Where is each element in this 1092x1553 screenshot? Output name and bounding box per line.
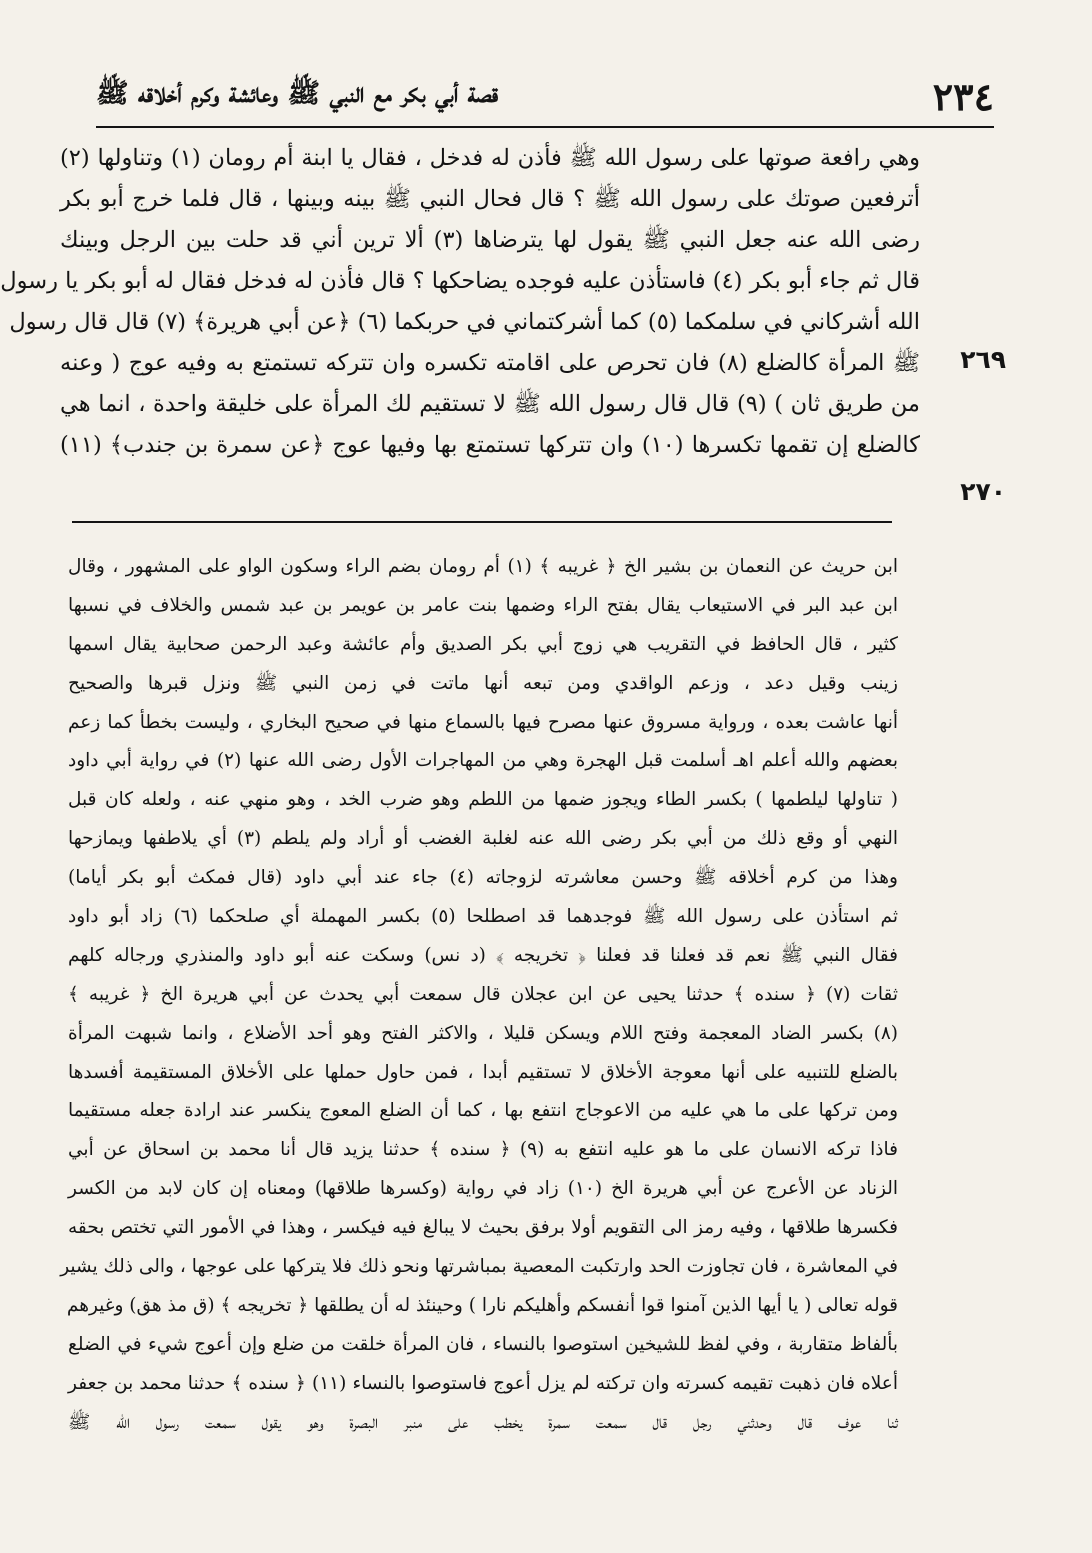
text-line: كالضلع إن تقمها تكسرها (١٠) وان تتركها تستمتع بها وفيها عوج ﴿عن سمرة بن جندب﴾ (١١) [60, 432, 920, 458]
footnote-line: ثنا عوف قال وحدثني رجل قال سمعت سمرة يخطب على منبر البصرة وهو يقول سمعت رسول الله ﷺ [68, 1411, 898, 1433]
hadith-number: ٢٦٩ [960, 345, 1006, 374]
text-line: رضى الله عنه جعل النبي ﷺ يقول لها يترضاها (٣) ألا ترين أني قد حلت بين الرجل وبينك [60, 227, 920, 253]
footnotes [60, 548, 899, 1442]
footnote-line: بألفاظ متقاربة ، وفي لفظ للشيخين استوصوا بالنساء ، فان المرأة خلقت من ضلع وإن أعوج شيء في الضلع [68, 1333, 898, 1355]
footnote-line: ثقات (٧) ﴿ سنده ﴾ حدثنا يحيى عن ابن عجلان قال سمعت أبي يحدث عن أبي هريرة الخ ﴿ غريبه ﴾ [68, 983, 898, 1005]
footnote-line: النهي أو وقع ذلك من أبي بكر رضى الله عنه لغلبة الغضب أو أراد ولم يلطم (٣) أي يلاطفها ويمازحها [68, 828, 898, 850]
text-line: الله أشركاني في سلمكما (٥) كما أشركتماني في حربكما (٦) ﴿عن أبي هريرة﴾ (٧) قال قال رسول [9, 309, 920, 335]
text-line: وهي رافعة صوتها على رسول الله ﷺ فأذن له فدخل ، فقال يا ابنة أم رومان (١) وتناولها (٢) [60, 145, 920, 171]
footnote-line: فقال النبي ﷺ نعم قد فعلنا قد فعلنا ﴿ تخريجه ﴾ (د نس) وسكت عنه أبو داود والمنذري ورجاله كلهم [68, 944, 898, 966]
footnote-line: ومن تركها على ما هي عليه من الاعوجاج انتفع بها ، كما أن الضلع المعوج ينكسر عند ارادة جعله مستقيما [68, 1100, 898, 1122]
page-header [96, 66, 994, 126]
footnote-line: كثير ، قال الحافظ في التقريب هي زوج أبي بكر الصديق وأم عائشة وعبد الرحمن صحابية يقال اسمها [68, 633, 898, 655]
footnote-line: بعضهم والله أعلم اهـ أسلمت قبل الهجرة وهي من المهاجرات الأول رضى الله عنها (٢) في رواية أبي داود [68, 750, 898, 772]
footnote-line: أعلاه فان ذهبت تقيمه كسرته وان تركته لم يزل أعوج فاستوصوا بالنساء (١١) ﴿ سنده ﴾ حدثنا محمد بن جعفر [68, 1372, 898, 1394]
text-line: ﷺ المرأة كالضلع (٨) فان تحرص على اقامته تكسره وان تتركه تستمتع به وفيه عوج ( وعنه [60, 350, 920, 376]
page-number: ٢٣٤ [932, 73, 994, 119]
footnote-line: (٨) بكسر الضاد المعجمة وفتح اللام ويسكن قليلا ، والاكثر الفتح وهو أحد الأضلاع ، وانما شبهت المرأة [68, 1022, 898, 1044]
running-title: قصة أبي بكر مع النبي ﷺ وعائشة وكرم أخلاقه ﷺ [96, 78, 499, 109]
footnote-divider [72, 521, 892, 523]
text-line: قال ثم جاء أبو بكر (٤) فاستأذن عليه فوجده يضاحكها ؟ قال فأذن له فدخل فقال له أبو بكر يا رسول [0, 268, 920, 294]
header-divider [96, 126, 994, 128]
footnote-line: ( تناولها ليلطمها ) بكسر الطاء ويجوز ضمها من اللطم وهو ضرب الخد ، وهو منهي عنه ، ولعله كان قبل [68, 789, 898, 811]
footnote-line: ثم استأذن على رسول الله ﷺ فوجدهما قد اصطلحا (٥) بكسر المهملة أي صلحكما (٦) زاد أبو داود [68, 906, 898, 928]
footnote-line: في المعاشرة ، فان تجاوزت الحد وارتكبت المعصية بمباشرتها ونحو ذلك فلا يتركها على عوجها ، والى ذلك يشير [60, 1256, 898, 1278]
footnote-line: قوله تعالى ( يا أيها الذين آمنوا قوا أنفسكم وأهليكم نارا ) وحينئذ له أن يطلقها ﴿ تخريجه ﴾ (ق مذ هق) وغيرهم [66, 1294, 898, 1316]
footnote-line: الزناد عن الأعرج عن أبي هريرة الخ (١٠) زاد في رواية (وكسرها طلاقها) ومعناه إن كان لابد من الكسر [68, 1178, 898, 1200]
footnote-line: أنها عاشت بعده ، ورواية مسروق عنها مصرح فيها بالسماع منها في صحيح البخاري ، وليست بخطأ كما زعم [68, 711, 898, 733]
footnote-line: بالضلع للتنبيه على أنها معوجة الأخلاق لا تستقيم أبدا ، فمن حاول حملها على الأخلاق المستقيمة أفسدها [68, 1061, 898, 1083]
footnote-line: فكسرها طلاقها ، وفيه رمز الى التقويم أولا برفق بحيث لا يبالغ فيه فيكسر ، وهذا في الأمور التي تختص بحقه [68, 1217, 898, 1239]
text-line: من طريق ثان ) (٩) قال قال رسول الله ﷺ لا تستقيم لك المرأة على خليقة واحدة ، انما هي [60, 391, 920, 417]
footnote-line: فاذا تركه الانسان على ما هو عليه انتفع به (٩) ﴿ سنده ﴾ حدثنا يزيد قال أنا محمد بن اسحاق عن أبي [68, 1139, 899, 1161]
footnote-line: ابن حريث عن النعمان بن بشير الخ ﴿ غريبه ﴾ (١) أم رومان بضم الراء وسكون الواو على المشهور ، وقال [68, 556, 898, 577]
footnote-line: ابن عبد البر في الاستيعاب يقال بفتح الراء وضمها بنت عامر بن عويمر بن عبد شمس والخلاف في نسبها [68, 594, 898, 616]
footnote-line: وهذا من كرم أخلاقه ﷺ وحسن معاشرته لزوجاته (٤) جاء عند أبي داود (قال فمكث أبو بكر أياما) [68, 867, 898, 889]
text-line: أترفعين صوتك على رسول الله ﷺ ؟ قال فحال النبي ﷺ بينه وبينها ، قال فلما خرج أبو بكر [60, 186, 920, 212]
footnote-line: زينب وقيل دعد ، وزعم الواقدي ومن تبعه أنها ماتت في زمن النبي ﷺ ونزل قبرها والصحيح [68, 672, 898, 694]
hadith-number: ٢٧٠ [960, 477, 1006, 506]
hadith-text [0, 138, 920, 466]
